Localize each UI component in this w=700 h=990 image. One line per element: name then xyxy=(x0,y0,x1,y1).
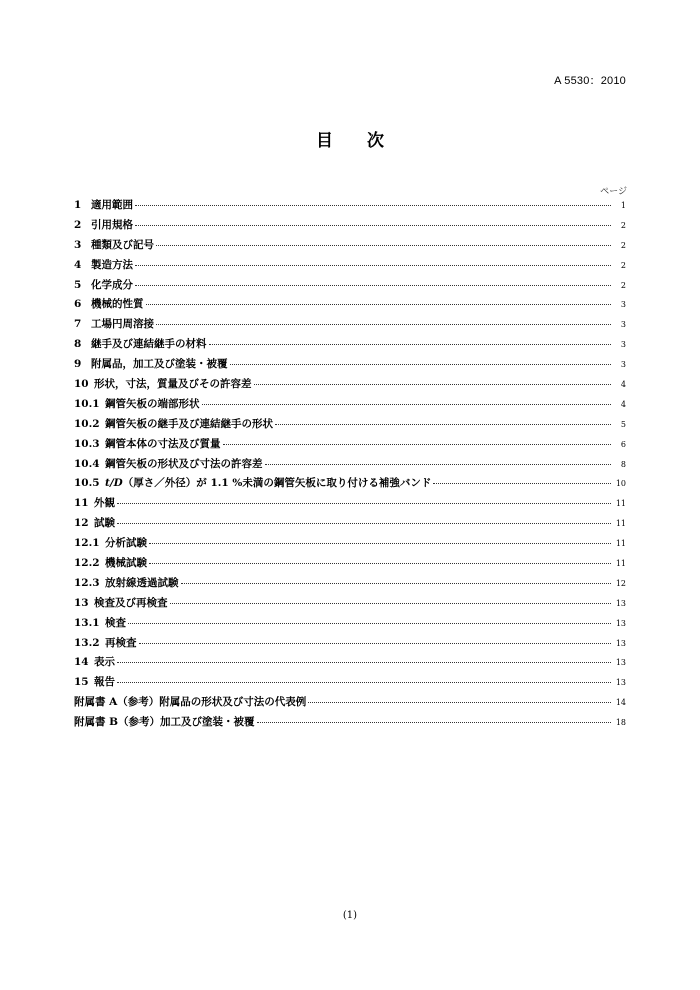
toc-leader-dots xyxy=(156,245,611,246)
toc-entry-page: 2 xyxy=(620,280,626,290)
toc-entry[interactable] xyxy=(74,257,626,277)
toc-entry-title: 外観 xyxy=(94,497,115,510)
toc-entry-number: 13.2 xyxy=(74,636,100,649)
toc-leader-dots xyxy=(156,324,611,325)
toc-leader-dots xyxy=(209,344,612,345)
toc-entry[interactable] xyxy=(74,197,626,217)
toc-entry-title: 試験 xyxy=(94,517,115,530)
toc-entry-page: 18 xyxy=(615,718,626,728)
toc-entry-title: 放射線透過試験 xyxy=(105,576,179,589)
toc-leader-dots xyxy=(128,623,611,624)
toc-entry-page: 11 xyxy=(615,559,626,569)
toc-entry-page: 3 xyxy=(620,300,626,310)
toc-entry-title: 機械試験 xyxy=(105,557,147,570)
toc-entry[interactable] xyxy=(74,615,626,635)
toc-entry[interactable] xyxy=(74,714,626,734)
table-of-contents xyxy=(74,197,626,734)
toc-leader-dots xyxy=(202,404,612,405)
toc-entry-page: 13 xyxy=(615,598,626,608)
toc-entry-page: 2 xyxy=(620,240,626,250)
toc-entry[interactable] xyxy=(74,436,626,456)
toc-entry[interactable] xyxy=(74,296,626,316)
toc-entry[interactable] xyxy=(74,575,626,595)
toc-entry-page: 11 xyxy=(615,539,626,549)
toc-leader-dots xyxy=(223,444,612,445)
toc-entry-title: 継手及び連結継手の材料 xyxy=(91,338,207,351)
toc-leader-dots xyxy=(117,662,611,663)
toc-entry-title: 鋼管矢板の形状及び寸法の許容差 xyxy=(105,457,263,470)
toc-entry[interactable] xyxy=(74,555,626,575)
toc-entry-title: 形状，寸法，質量及びその許容差 xyxy=(94,378,252,391)
toc-entry-page: 13 xyxy=(615,618,626,628)
toc-entry-number: 10.3 xyxy=(74,437,100,450)
toc-entry-page: 1 xyxy=(620,201,626,210)
toc-entry-number: 2 xyxy=(74,218,82,231)
toc-entry-page: 12 xyxy=(615,578,626,588)
toc-entry-page: 3 xyxy=(620,340,626,350)
toc-entry-title: 製造方法 xyxy=(91,258,133,271)
toc-entry[interactable] xyxy=(74,237,626,257)
toc-entry-page: 5 xyxy=(620,419,626,429)
toc-entry[interactable] xyxy=(74,376,626,396)
toc-entry-number: 8 xyxy=(74,338,82,351)
page-number: (1) xyxy=(342,910,358,921)
page-title: 目 次 xyxy=(316,131,398,151)
toc-entry-number: 10.1 xyxy=(74,397,100,410)
toc-entry[interactable] xyxy=(74,694,626,714)
toc-entry-title: 附属書 A（参考）附属品の形状及び寸法の代表例 xyxy=(74,696,307,709)
toc-entry-title: 種類及び記号 xyxy=(91,238,154,251)
toc-entry-page: 13 xyxy=(615,658,626,668)
toc-entry[interactable] xyxy=(74,316,626,336)
toc-entry-title xyxy=(105,475,431,490)
toc-entry-number: 13 xyxy=(74,596,89,609)
toc-entry-page: 14 xyxy=(615,698,626,708)
toc-leader-dots xyxy=(257,722,611,723)
toc-entry-number: 11 xyxy=(74,497,89,510)
toc-leader-dots xyxy=(149,543,611,544)
toc-entry-title: 附属書 B（参考）加工及び塗装・被覆 xyxy=(74,716,255,729)
toc-entry-page: 2 xyxy=(620,260,626,270)
toc-leader-dots xyxy=(135,285,611,286)
toc-entry-number: 14 xyxy=(74,656,89,669)
toc-entry-number: 3 xyxy=(74,238,82,251)
toc-leader-dots xyxy=(254,384,612,385)
toc-entry-number: 6 xyxy=(74,298,82,311)
toc-leader-dots xyxy=(230,364,612,365)
toc-leader-dots xyxy=(308,702,611,703)
toc-entry-number: 10.4 xyxy=(74,457,100,470)
toc-entry-page: 10 xyxy=(615,479,626,489)
toc-entry-title-rest: （厚さ／外径）が 1.1 %未満の鋼管矢板に取り付ける補強バンド xyxy=(122,477,432,490)
toc-leader-dots xyxy=(117,503,611,504)
toc-entry-number: 5 xyxy=(74,278,82,291)
toc-entry-number: 1 xyxy=(74,199,82,211)
toc-leader-dots xyxy=(117,682,611,683)
toc-entry-page: 11 xyxy=(615,519,626,529)
toc-entry[interactable] xyxy=(74,217,626,237)
toc-entry-title: 表示 xyxy=(94,656,115,669)
toc-entry-title: 鋼管本体の寸法及び質量 xyxy=(105,437,221,450)
toc-leader-dots xyxy=(135,265,611,266)
toc-entry-number: 10 xyxy=(74,378,89,391)
toc-entry[interactable] xyxy=(74,396,626,416)
toc-entry[interactable] xyxy=(74,495,626,515)
toc-leader-dots xyxy=(117,523,611,524)
toc-entry[interactable] xyxy=(74,336,626,356)
toc-entry[interactable] xyxy=(74,535,626,555)
toc-leader-dots xyxy=(139,643,612,644)
page-column-label: ページ xyxy=(600,187,627,197)
toc-entry-title: 化学成分 xyxy=(91,278,133,291)
toc-entry[interactable] xyxy=(74,277,626,297)
toc-leader-dots xyxy=(135,225,611,226)
toc-entry-page: 4 xyxy=(620,380,626,390)
toc-entry[interactable] xyxy=(74,356,626,376)
toc-leader-dots xyxy=(275,424,611,425)
toc-entry-number: 9 xyxy=(74,358,82,371)
toc-entry-number: 13.1 xyxy=(74,616,100,629)
toc-entry-page: 2 xyxy=(620,220,626,230)
toc-entry-number: 12.3 xyxy=(74,576,100,589)
toc-entry-title: 検査及び再検査 xyxy=(94,596,168,609)
toc-entry-page: 3 xyxy=(620,360,626,370)
toc-entry-page: 3 xyxy=(620,320,626,330)
toc-entry[interactable] xyxy=(74,456,626,476)
toc-entry-page: 6 xyxy=(620,439,626,449)
toc-entry-page: 13 xyxy=(615,678,626,688)
toc-entry[interactable] xyxy=(74,515,626,535)
toc-entry-title: 鋼管矢板の端部形状 xyxy=(105,397,200,410)
toc-entry[interactable] xyxy=(74,475,626,495)
toc-entry[interactable] xyxy=(74,416,626,436)
toc-leader-dots xyxy=(433,483,611,484)
toc-entry[interactable] xyxy=(74,674,626,694)
toc-entry-page: 13 xyxy=(615,638,626,648)
toc-entry-page: 8 xyxy=(620,459,626,469)
toc-entry-title: 再検査 xyxy=(105,636,137,649)
toc-entry-title: 検査 xyxy=(105,616,126,629)
toc-leader-dots xyxy=(146,304,612,305)
toc-entry-title: 分析試験 xyxy=(105,537,147,550)
toc-entry-title: 適用範囲 xyxy=(91,199,133,211)
toc-entry-number: 10.5 xyxy=(74,477,100,490)
toc-entry[interactable] xyxy=(74,654,626,674)
toc-entry-title: 鋼管矢板の継手及び連結継手の形状 xyxy=(105,417,273,430)
toc-leader-dots xyxy=(181,583,612,584)
toc-leader-dots xyxy=(149,563,611,564)
toc-entry-number: 4 xyxy=(74,258,82,271)
toc-entry-title: 報告 xyxy=(94,676,115,689)
document-id: A 5530：2010 xyxy=(554,75,626,87)
toc-entry-title: 機械的性質 xyxy=(91,298,144,311)
toc-entry-number: 12.2 xyxy=(74,557,100,570)
toc-entry-number: 12 xyxy=(74,517,89,530)
toc-entry-number: 7 xyxy=(74,318,82,331)
toc-entry-page: 11 xyxy=(615,499,626,509)
toc-leader-dots xyxy=(135,205,611,206)
toc-entry-title-italic: t/D xyxy=(105,477,123,490)
toc-leader-dots xyxy=(265,464,612,465)
toc-entry-title: 附属品，加工及び塗装・被覆 xyxy=(91,358,228,371)
toc-entry-number: 10.2 xyxy=(74,417,100,430)
toc-entry-title: 引用規格 xyxy=(91,218,133,231)
toc-entry-page: 4 xyxy=(620,399,626,409)
toc-entry[interactable] xyxy=(74,635,626,655)
toc-entry-title: 工場円周溶接 xyxy=(91,318,154,331)
toc-leader-dots xyxy=(170,603,612,604)
toc-entry-number: 12.1 xyxy=(74,537,100,550)
toc-entry-number: 15 xyxy=(74,676,89,689)
toc-entry[interactable] xyxy=(74,595,626,615)
